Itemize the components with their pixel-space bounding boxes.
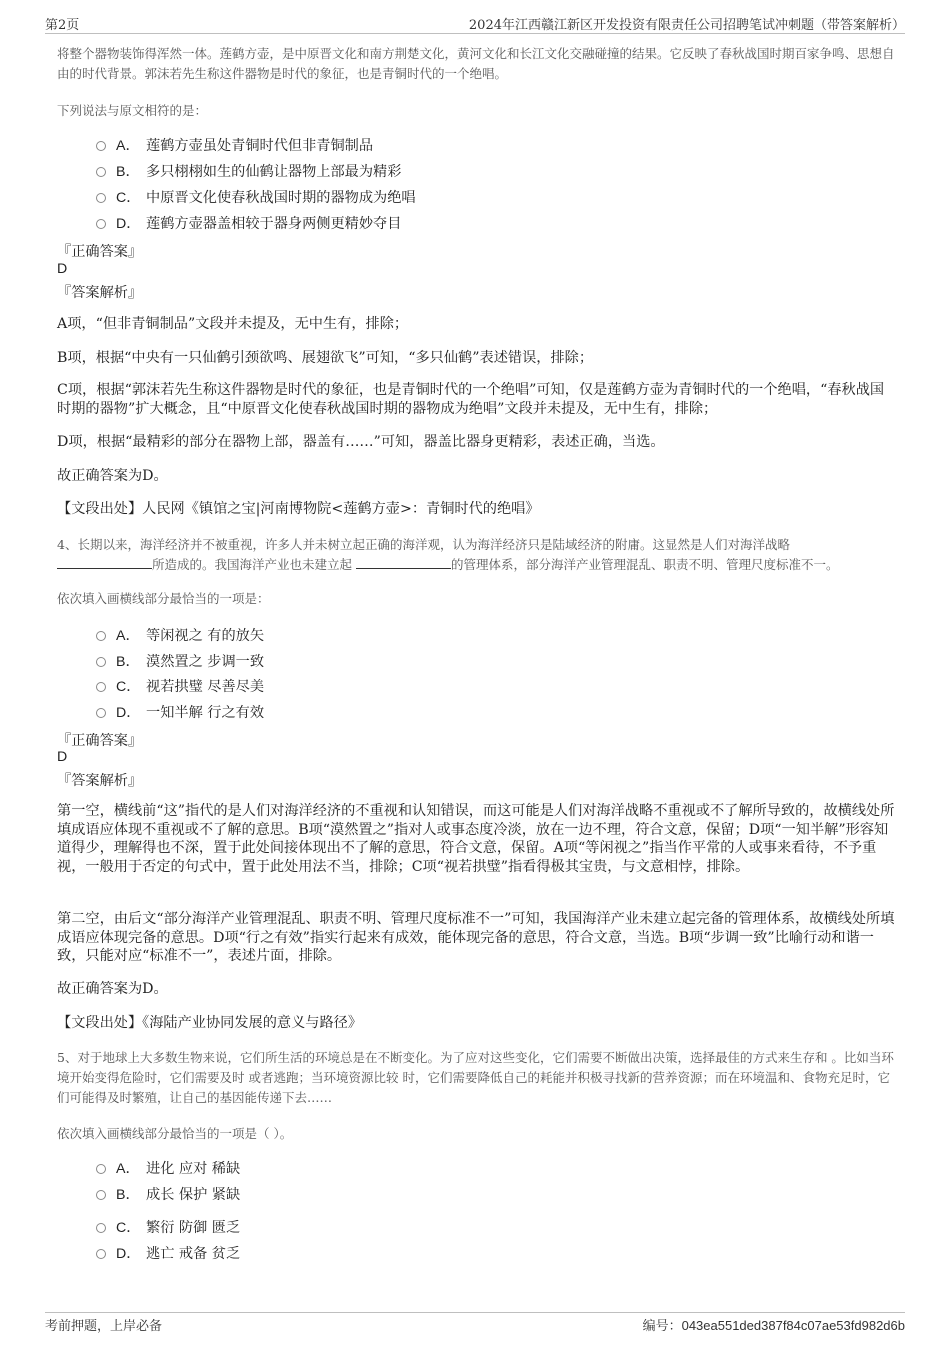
radio-button[interactable] [96,657,106,667]
radio-button[interactable] [96,1190,106,1200]
blank-line [356,557,451,569]
radio-button[interactable] [96,708,106,718]
q3-analysis-d: D项，根据“最精彩的部分在器物上部，器盖有……”可知，器盖比器身更精彩，表述正确，当选。 [57,434,665,450]
document-title: 2024年江西赣江新区开发投资有限责任公司招聘笔试冲刺题（带答案解析） [468,18,905,33]
radio-button[interactable] [96,167,106,177]
radio-button[interactable] [96,141,106,151]
q4-analysis-label: 『答案解析』 [57,773,143,789]
q4-answer-label: 『正确答案』 [57,733,143,749]
q5-option-a[interactable]: A． 进化 应对 稀缺 [96,1158,240,1178]
radio-button[interactable] [96,193,106,203]
blank-line [57,557,152,569]
q3-option-b[interactable]: B． 多只栩栩如生的仙鹤让器物上部最为精彩 [96,161,401,181]
q3-analysis-c: C项，根据“郭沫若先生称这件器物是时代的象征，也是青铜时代的一个绝唱”可知，仅是莲鹤方壶为青铜时代的一个绝唱，“春秋战国时期的器物”扩大概念，且“中原晋文化使春秋战国时期的器物成为绝唱”文段并未提及，无中生有，排除； [57,382,885,417]
q5-prompt: 依次填入画横线部分最恰当的一项是（ ）。 [57,1126,293,1141]
q4-prompt: 依次填入画横线部分最恰当的一项是： [57,591,270,606]
radio-button[interactable] [96,1164,106,1174]
q4-conclusion: 故正确答案为D。 [57,981,168,997]
q5-option-b[interactable]: B． 成长 保护 紧缺 [96,1184,240,1204]
q4-analysis-second-blank: 第二空，由后文“部分海洋产业管理混乱、职责不明、管理尺度标准不一”可知，我国海洋产业未建立起完备的管理体系，故横线处所填成语应体现完备的意思。D项“行之有效”指实行起来有成效，能体现完备的意思，符合文意，当选。B项“步调一致”比喻行动和谐一致，只能对应“标准不一”，表述片面，排除。 [57,911,895,965]
radio-button[interactable] [96,1249,106,1259]
q4-option-a[interactable]: A． 等闲视之 有的放矢 [96,625,264,645]
q5-stem: 5、对于地球上大多数生物来说，它们所生活的环境总是在不断变化。为了应对这些变化，它们需要不断做出决策，选择最佳的方式来生存和 。比如当环境开始变得危险时，它们需要及时 或者逃跑；当环境资源比较 时，它们需要降低自己的耗能并积极寻找新的营养资源；而在环境温和、食物充足时，它们可能得及时繁殖，让自己的基因能传递下去…… [57,1050,894,1105]
radio-button[interactable] [96,682,106,692]
page-number: 第2页 [45,18,80,33]
q3-answer-label: 『正确答案』 [57,244,143,260]
q3-passage: 将整个器物装饰得浑然一体。莲鹤方壶，是中原晋文化和南方荆楚文化，黄河文化和长江文化交融碰撞的结果。它反映了春秋战国时期百家争鸣、思想自由的时代背景。郭沫若先生称这件器物是时代的象征，也是青铜时代的一个绝唱。 [57,46,895,81]
q3-answer: D [57,261,68,277]
q4-analysis-first-blank: 第一空，横线前“这”指代的是人们对海洋经济的不重视和认知错误，而这可能是人们对海洋战略不重视或不了解所导致的，故横线处所填成语应体现不重视或不了解的意思。B项“漠然置之”指对人或事态度冷淡，放在一边不理，符合文意，保留；D项“一知半解”形容知道得少，理解得也不深，置于此处间接体现出不了解的意思，符合文意，保留。A项“等闲视之”指当作平常的人或事来看待，不予重视，一般用于否定的句式中，置于此处用法不当，排除；C项“视若拱璧”指看得极其宝贵，与文意相悖，排除。 [57,803,895,875]
q4-answer: D [57,749,68,765]
page-footer [45,1312,905,1334]
q4-option-d[interactable]: D． 一知半解 行之有效 [96,702,264,722]
q5-option-c[interactable]: C． 繁衍 防御 匮乏 [96,1217,240,1237]
q3-option-c[interactable]: C． 中原晋文化使春秋战国时期的器物成为绝唱 [96,187,416,207]
q4-stem: 4、长期以来，海洋经济并不被重视，许多人并未树立起正确的海洋观，认为海洋经济只是陆域经济的附庸。这显然是人们对海洋战略 所造成的。我国海洋产业也未建立起 的管理体系，部分海洋产业管理混乱、职责不明、管理尺度标准不一。 [57,537,839,572]
q3-option-a[interactable]: A． 莲鹤方壶虽处青铜时代但非青铜制品 [96,135,373,155]
radio-button[interactable] [96,631,106,641]
q3-source: 【文段出处】人民网《镇馆之宝|河南博物院<莲鹤方壶>：青铜时代的绝唱》 [57,501,540,517]
q5-option-d[interactable]: D． 逃亡 戒备 贫乏 [96,1243,240,1263]
radio-button[interactable] [96,219,106,229]
q4-option-b[interactable]: B． 漠然置之 步调一致 [96,651,264,671]
footer-slogan: 考前押题，上岸必备 [45,1319,163,1334]
q3-prompt: 下列说法与原文相符的是： [57,103,208,118]
q3-analysis-b: B项，根据“中央有一只仙鹤引颈欲鸣、展翅欲飞”可知，“多只仙鹤”表述错误，排除； [57,350,594,366]
q3-conclusion: 故正确答案为D。 [57,468,168,484]
q4-option-c[interactable]: C． 视若拱璧 尽善尽美 [96,676,264,696]
document-code: 编号：043ea551ded387f84c07ae53fd982d6b [642,1318,905,1334]
q3-analysis-label: 『答案解析』 [57,285,143,301]
q4-source: 【文段出处】《海陆产业协同发展的意义与路径》 [57,1015,363,1031]
page-header [45,14,905,34]
radio-button[interactable] [96,1223,106,1233]
q3-option-d[interactable]: D． 莲鹤方壶器盖相较于器身两侧更精妙夺目 [96,213,401,233]
q3-analysis-a: A项，“但非青铜制品”文段并未提及，无中生有，排除； [57,316,409,332]
